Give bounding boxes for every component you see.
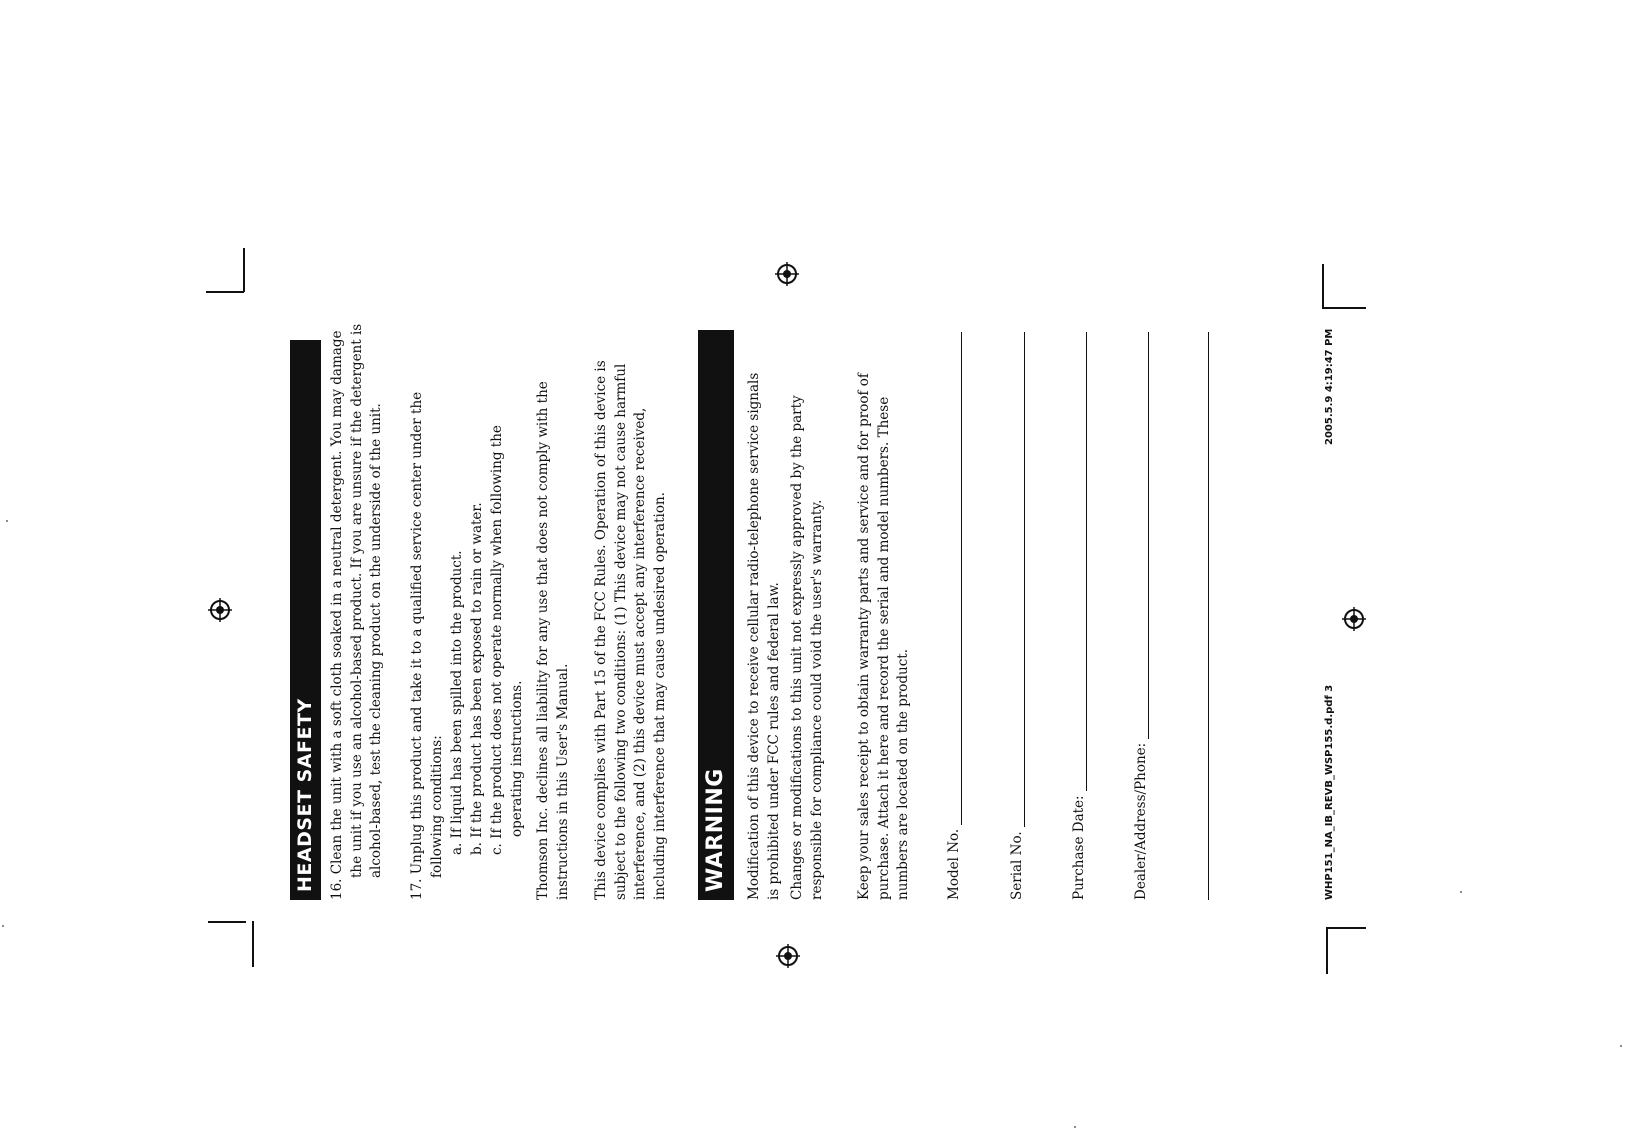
- dealer-field[interactable]: [1132, 332, 1152, 900]
- registration-target-icon: [208, 598, 232, 622]
- scan-speck: [1460, 891, 1462, 893]
- crop-mark-top-left-horizontal: [206, 291, 244, 293]
- purchase-date-line[interactable]: [1085, 332, 1087, 791]
- warning-paragraph-1: Modification of this device to receive cellular radio-telephone service signals is prohibited under FCC rules and federal law.: [746, 372, 782, 900]
- dealer-extra-line[interactable]: [1208, 332, 1209, 900]
- model-number-line[interactable]: [960, 332, 962, 825]
- crop-mark-bottom-left-vertical: [252, 921, 254, 967]
- list-sub-item-a: a. If liquid has been spilled into the product.: [449, 550, 465, 855]
- dealer-label: Dealer/Address/Phone:: [1133, 742, 1149, 900]
- warning-title: WARNING: [703, 768, 729, 892]
- warning-paragraph-2: Changes or modifications to this unit not expressly approved by the party responsible for compliance could void the user's warranty.: [789, 395, 825, 900]
- scan-speck: [1620, 1045, 1622, 1047]
- serial-number-line[interactable]: [1023, 332, 1025, 827]
- dealer-line[interactable]: [1147, 332, 1149, 739]
- crop-mark-top-right-horizontal: [1322, 307, 1366, 309]
- registration-target-icon: [1342, 607, 1366, 631]
- registration-target-icon: [776, 944, 800, 968]
- crop-mark-top-right-vertical: [1322, 264, 1324, 308]
- footer-file-name: WHP151_NA_IB_REVB_WSP155.d.pdf 3: [1324, 684, 1335, 900]
- headset-safety-banner: [290, 340, 321, 900]
- scan-speck: [2, 925, 4, 927]
- model-number-field[interactable]: [945, 332, 965, 900]
- serial-number-label: Serial No.: [1009, 831, 1025, 900]
- liability-disclaimer: Thomson Inc. declines all liability for any use that does not comply with the instructions in this User's Manual.: [535, 381, 571, 900]
- scan-speck: [6, 520, 8, 522]
- crop-mark-top-left-vertical: [243, 248, 245, 292]
- model-number-label: Model No.: [946, 828, 962, 900]
- footer-timestamp: 2005.5.9 4:19:47 PM: [1324, 328, 1335, 445]
- fcc-compliance-text: This device complies with Part 15 of the FCC Rules. Operation of this device is subject to the following two conditions: (1) This device may not cause harmful interference, and (2) this device must accept any interference received, including interference that may cause undesired operation.: [593, 360, 668, 900]
- purchase-date-label: Purchase Date:: [1071, 795, 1087, 900]
- crop-mark-bottom-right-vertical: [1326, 928, 1328, 974]
- list-item-16: 16. Clean the unit with a soft cloth soaked in a neutral detergent. You may damage the unit if you use an alcohol-based product. If you are unsure if the detergent is alcohol-based, test the cleaning product on the underside of the unit.: [329, 323, 384, 900]
- warning-banner: [698, 330, 734, 900]
- crop-mark-bottom-right-horizontal: [1326, 927, 1366, 929]
- document-page: [290, 323, 1345, 900]
- list-sub-item-b: b. If the product has been exposed to rain or water.: [469, 502, 485, 855]
- headset-safety-title: HEADSET SAFETY: [293, 698, 316, 892]
- scan-speck: [1074, 1126, 1076, 1128]
- warning-paragraph-3: Keep your sales receipt to obtain warranty parts and service and for proof of purchase. Attach it here and record the serial and model numbers. These numbers are located on the product.: [856, 373, 911, 900]
- registration-target-icon: [775, 262, 799, 286]
- serial-number-field[interactable]: [1008, 332, 1028, 900]
- list-item-17: 17. Unplug this product and take it to a qualified service center under the following conditions:: [409, 391, 445, 900]
- crop-mark-bottom-left-horizontal: [208, 921, 246, 923]
- purchase-date-field[interactable]: [1070, 332, 1090, 900]
- list-sub-item-c: c. If the product does not operate normally when following the operating instructions.: [489, 425, 525, 855]
